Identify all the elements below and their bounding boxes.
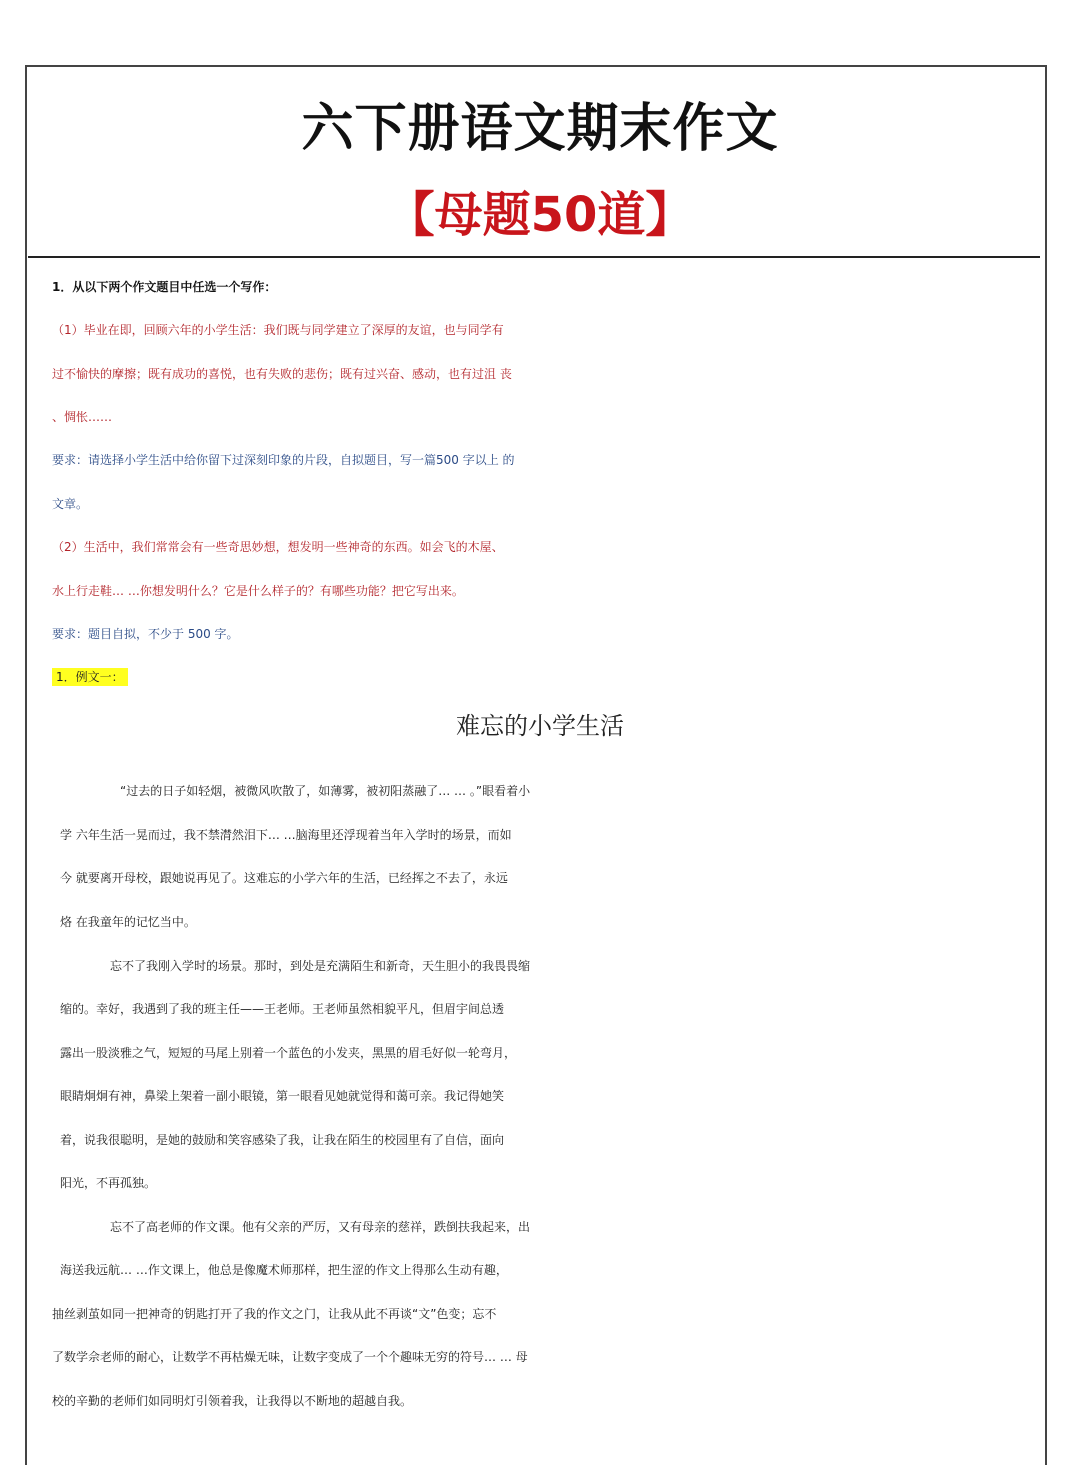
option1-line: （1）毕业在即，回顾六年的小学生活：我们既与同学建立了深厚的友谊，也与同学有 bbox=[52, 323, 504, 337]
essay-line: 阳光，不再孤独。 bbox=[60, 1176, 157, 1190]
essay-line: 着，说我很聪明，是她的鼓励和笑容感染了我，让我在陌生的校园里有了自信，面向 bbox=[60, 1133, 505, 1147]
essay-line: 烙 在我童年的记忆当中。 bbox=[60, 915, 196, 929]
essay-line: 抽丝剥茧如同一把神奇的钥匙打开了我的作文之门，让我从此不再谈“文”色变；忘不 bbox=[52, 1307, 497, 1321]
example-label: 1．例文一： bbox=[52, 668, 128, 686]
option2-line: （2）生活中，我们常常会有一些奇思妙想，想发明一些神奇的东西。如会飞的木屋、 bbox=[52, 540, 504, 554]
document-title: 六下册语文期末作文 bbox=[301, 99, 779, 159]
requirement1-line: 要求：请选择小学生活中给你留下过深刻印象的片段，自拟题目，写一篇500 字以上 的 bbox=[52, 453, 515, 467]
essay-line: “过去的日子如轻烟，被微风吹散了，如薄雾，被初阳蒸融了… … 。”眼看着小 bbox=[120, 784, 531, 798]
document-subtitle: 【母题50道】 bbox=[386, 187, 694, 243]
essay-title: 难忘的小学生活 bbox=[456, 712, 624, 740]
essay-line: 海送我远航… …作文课上，他总是像魔术师那样，把生涩的作文上得那么生动有趣， bbox=[60, 1263, 508, 1277]
essay-line: 今 就要离开母校，跟她说再见了。这难忘的小学六年的生活，已经挥之不去了，永远 bbox=[60, 871, 508, 885]
title-divider bbox=[28, 256, 1040, 258]
question-heading: 1．从以下两个作文题目中任选一个写作： bbox=[52, 280, 277, 294]
essay-line: 学 六年生活一晃而过，我不禁潸然泪下… …脑海里还浮现着当年入学时的场景，而如 bbox=[60, 828, 512, 842]
requirement2-line: 要求：题目自拟，不少于 500 字。 bbox=[52, 627, 239, 641]
essay-line: 露出一股淡雅之气，短短的马尾上别着一个蓝色的小发夹，黑黑的眉毛好似一轮弯月， bbox=[60, 1046, 517, 1060]
essay-line: 忘不了高老师的作文课。他有父亲的严厉，又有母亲的慈祥，跌倒扶我起来，出 bbox=[110, 1220, 531, 1234]
essay-line: 忘不了我刚入学时的场景。那时，到处是充满陌生和新奇，天生胆小的我畏畏缩 bbox=[110, 959, 531, 973]
option1-line: 、惆怅…… bbox=[52, 410, 113, 424]
requirement1-line: 文章。 bbox=[52, 497, 89, 511]
example-label-row bbox=[52, 662, 1042, 692]
essay-line: 眼睛炯炯有神，鼻梁上架着一副小眼镜，第一眼看见她就觉得和蔼可亲。我记得她笑 bbox=[60, 1089, 505, 1103]
essay-line: 缩的。幸好，我遇到了我的班主任——王老师。王老师虽然相貌平凡，但眉宇间总透 bbox=[60, 1002, 505, 1016]
essay-line: 了数学佘老师的耐心，让数学不再枯燥无味，让数字变成了一个个趣味无穷的符号… … 母 bbox=[52, 1350, 528, 1364]
option1-line: 过不愉快的摩擦；既有成功的喜悦，也有失败的悲伤；既有过兴奋、感动，也有过沮 丧 bbox=[52, 367, 512, 381]
option2-line: 水上行走鞋… …你想发明什么？它是什么样子的？有哪些功能？把它写出来。 bbox=[52, 584, 464, 598]
essay-line: 校的辛勤的老师们如同明灯引领着我，让我得以不断地的超越自我。 bbox=[52, 1394, 413, 1408]
